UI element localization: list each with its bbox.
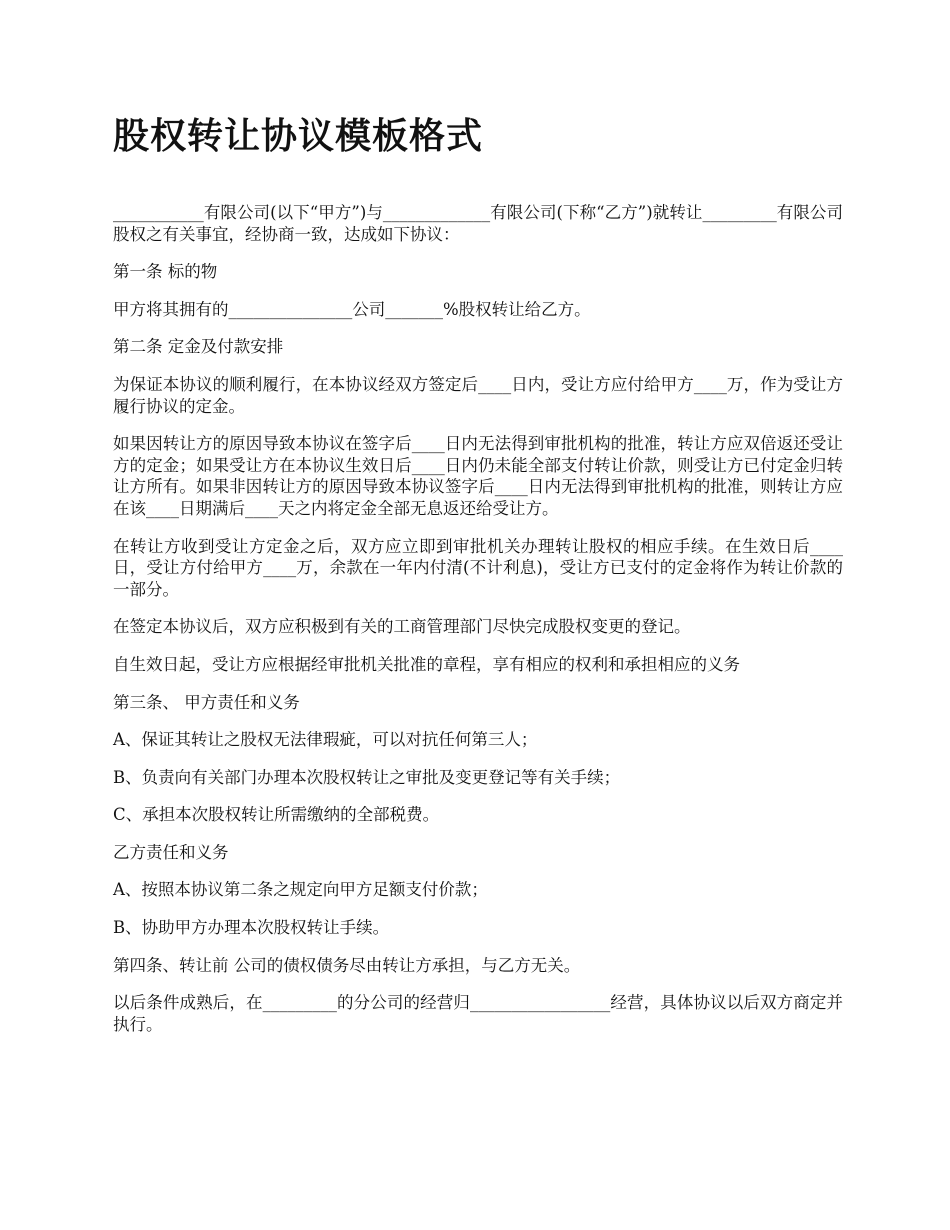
- registration-paragraph: 在签定本协议后，双方应积极到有关的工商管理部门尽快完成股权变更的登记。: [113, 617, 691, 637]
- article-2-heading: 第二条 定金及付款安排: [113, 337, 284, 357]
- deposit-paragraph: 为保证本协议的顺利履行，在本协议经双方签定后____日内，受让方应付给甲方____万，作为受让方履行协议的定金。: [113, 374, 843, 416]
- approval-paragraph: 如果因转让方的原因导致本协议在签字后____日内无法得到审批机构的批准，转让方应双倍返还受让方的定金；如果受让方在本协议生效日后____日内仍未能全部支付转让价款，则受让方已付定金归转让方所有。如果非因转让方的原因导致本协议签字后____日内无法得到审批机构的批准，则转让方应在该____日期满后____天之内将定金全部无息返还给受让方。: [113, 434, 843, 518]
- article-1-heading: 第一条 标的物: [113, 262, 218, 282]
- party-a-duty-a: A、保证其转让之股权无法律瑕疵，可以对抗任何第三人；: [113, 730, 538, 750]
- payment-paragraph: 在转让方收到受让方定金之后，双方应立即到审批机关办理转让股权的相应手续。在生效日后____日，受让方付给甲方____万，余款在一年内付清(不计利息)，受让方已支付的定金将作为转让价款的一部分。: [113, 536, 843, 599]
- party-a-duty-b: B、负责向有关部门办理本次股权转让之审批及变更登记等有关手续；: [113, 767, 621, 787]
- party-a-duty-c: C、承担本次股权转让所需缴纳的全部税费。: [113, 805, 440, 825]
- article-3-heading: 第三条、 甲方责任和义务: [113, 692, 300, 712]
- rights-paragraph: 自生效日起，受让方应根据经审批机关批准的章程，享有相应的权利和承担相应的义务: [113, 654, 740, 674]
- party-b-duty-a: A、按照本协议第二条之规定向甲方足额支付价款；: [113, 880, 488, 900]
- article-1-text: 甲方将其拥有的_______________公司_______%股权转让给乙方。: [113, 299, 591, 319]
- article-4-paragraph: 第四条、转让前 公司的债权债务尽由转让方承担，与乙方无关。: [113, 955, 581, 975]
- intro-paragraph: ___________有限公司(以下“甲方”)与_____________有限公司(下称“乙方”)就转让_________有限公司股权之有关事宜，经协商一致，达成如下协议：: [113, 203, 843, 244]
- document-page: [113, 112, 843, 1051]
- document-title: 股权转让协议模板格式: [113, 116, 484, 157]
- party-b-heading: 乙方责任和义务: [113, 842, 229, 862]
- future-arrangement-paragraph: 以后条件成熟后，在_________的分公司的经营归_________________经营，具体协议以后双方商定并执行。: [113, 993, 843, 1034]
- party-b-duty-b: B、协助甲方办理本次股权转让手续。: [113, 918, 390, 938]
